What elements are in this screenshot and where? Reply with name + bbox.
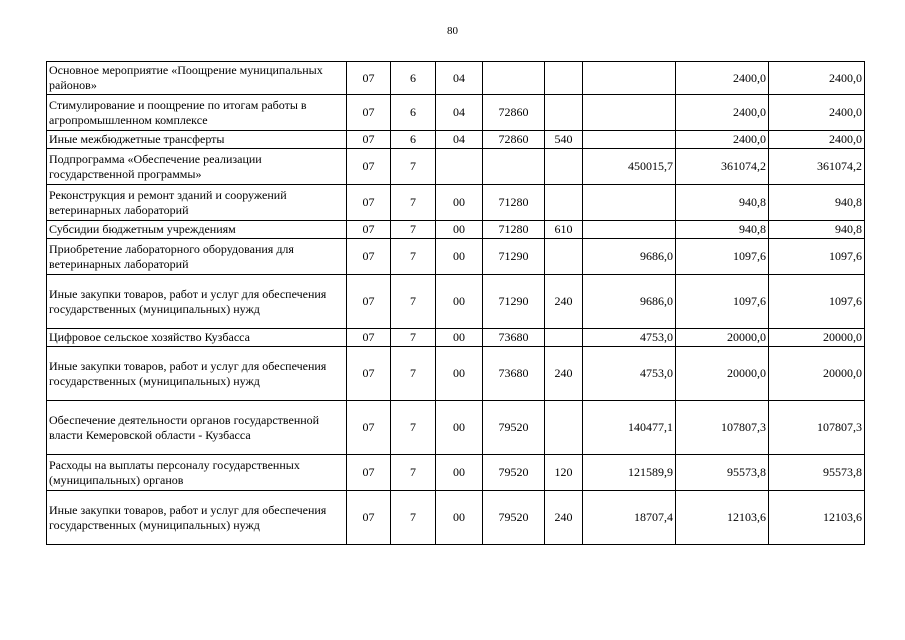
amount-1: 9686,0 xyxy=(583,239,676,275)
code-expense-type: 610 xyxy=(545,221,583,239)
table-row xyxy=(47,491,865,545)
code-section: 07 xyxy=(347,401,391,455)
code-subprogram: 6 xyxy=(391,131,436,149)
table-row xyxy=(47,131,865,149)
code-section: 07 xyxy=(347,131,391,149)
code-activity: 00 xyxy=(436,221,483,239)
amount-3: 2400,0 xyxy=(769,62,865,95)
amount-3: 1097,6 xyxy=(769,239,865,275)
amount-2: 20000,0 xyxy=(676,347,769,401)
amount-1: 4753,0 xyxy=(583,329,676,347)
code-subprogram: 7 xyxy=(391,455,436,491)
table-row xyxy=(47,239,865,275)
amount-2: 2400,0 xyxy=(676,131,769,149)
code-direction: 73680 xyxy=(483,329,545,347)
code-expense-type xyxy=(545,239,583,275)
row-name: Стимулирование и поощрение по итогам работы в агропромышленном комплексе xyxy=(47,95,347,131)
amount-2: 107807,3 xyxy=(676,401,769,455)
code-activity: 00 xyxy=(436,275,483,329)
code-expense-type: 240 xyxy=(545,491,583,545)
budget-table xyxy=(46,61,865,545)
amount-1: 9686,0 xyxy=(583,275,676,329)
code-direction: 72860 xyxy=(483,131,545,149)
row-name: Иные закупки товаров, работ и услуг для обеспечения государственных (муниципальных) нужд xyxy=(47,275,347,329)
code-section: 07 xyxy=(347,275,391,329)
code-direction xyxy=(483,149,545,185)
code-expense-type xyxy=(545,62,583,95)
code-direction: 72860 xyxy=(483,95,545,131)
code-expense-type xyxy=(545,329,583,347)
code-activity: 00 xyxy=(436,401,483,455)
amount-2: 95573,8 xyxy=(676,455,769,491)
amount-3: 12103,6 xyxy=(769,491,865,545)
code-expense-type xyxy=(545,401,583,455)
code-expense-type: 240 xyxy=(545,275,583,329)
code-subprogram: 7 xyxy=(391,221,436,239)
amount-1: 121589,9 xyxy=(583,455,676,491)
amount-3: 2400,0 xyxy=(769,95,865,131)
code-direction: 71290 xyxy=(483,239,545,275)
table-row xyxy=(47,275,865,329)
code-subprogram: 6 xyxy=(391,95,436,131)
row-name: Иные закупки товаров, работ и услуг для обеспечения государственных (муниципальных) нужд xyxy=(47,347,347,401)
amount-1: 18707,4 xyxy=(583,491,676,545)
amount-1 xyxy=(583,131,676,149)
code-direction: 73680 xyxy=(483,347,545,401)
code-direction: 71280 xyxy=(483,185,545,221)
amount-2: 940,8 xyxy=(676,221,769,239)
amount-1 xyxy=(583,185,676,221)
code-section: 07 xyxy=(347,62,391,95)
code-subprogram: 7 xyxy=(391,239,436,275)
code-expense-type: 120 xyxy=(545,455,583,491)
code-activity: 00 xyxy=(436,239,483,275)
amount-3: 940,8 xyxy=(769,221,865,239)
amount-1: 450015,7 xyxy=(583,149,676,185)
amount-2: 1097,6 xyxy=(676,275,769,329)
amount-3: 940,8 xyxy=(769,185,865,221)
row-name: Расходы на выплаты персоналу государственных (муниципальных) органов xyxy=(47,455,347,491)
code-activity: 00 xyxy=(436,347,483,401)
amount-1 xyxy=(583,95,676,131)
row-name: Иные закупки товаров, работ и услуг для обеспечения государственных (муниципальных) нужд xyxy=(47,491,347,545)
code-activity: 00 xyxy=(436,455,483,491)
amount-2: 1097,6 xyxy=(676,239,769,275)
row-name: Субсидии бюджетным учреждениям xyxy=(47,221,347,239)
table-row xyxy=(47,347,865,401)
code-subprogram: 7 xyxy=(391,185,436,221)
code-subprogram: 7 xyxy=(391,491,436,545)
code-section: 07 xyxy=(347,185,391,221)
code-expense-type xyxy=(545,149,583,185)
row-name: Обеспечение деятельности органов государственной власти Кемеровской области - Кузбасса xyxy=(47,401,347,455)
code-activity: 04 xyxy=(436,62,483,95)
row-name: Основное мероприятие «Поощрение муниципальных районов» xyxy=(47,62,347,95)
table-row xyxy=(47,329,865,347)
amount-3: 107807,3 xyxy=(769,401,865,455)
code-activity: 00 xyxy=(436,491,483,545)
code-activity: 00 xyxy=(436,185,483,221)
row-name: Реконструкция и ремонт зданий и сооружений ветеринарных лабораторий xyxy=(47,185,347,221)
amount-3: 95573,8 xyxy=(769,455,865,491)
amount-1: 4753,0 xyxy=(583,347,676,401)
amount-2: 20000,0 xyxy=(676,329,769,347)
amount-2: 940,8 xyxy=(676,185,769,221)
amount-3: 361074,2 xyxy=(769,149,865,185)
row-name: Иные межбюджетные трансферты xyxy=(47,131,347,149)
code-subprogram: 7 xyxy=(391,329,436,347)
code-direction: 79520 xyxy=(483,455,545,491)
amount-3: 20000,0 xyxy=(769,347,865,401)
code-activity: 04 xyxy=(436,95,483,131)
code-activity: 00 xyxy=(436,329,483,347)
row-name: Подпрограмма «Обеспечение реализации государственной программы» xyxy=(47,149,347,185)
code-direction: 79520 xyxy=(483,401,545,455)
code-section: 07 xyxy=(347,491,391,545)
table-row xyxy=(47,221,865,239)
code-section: 07 xyxy=(347,239,391,275)
code-expense-type: 540 xyxy=(545,131,583,149)
table-row xyxy=(47,95,865,131)
code-activity: 04 xyxy=(436,131,483,149)
amount-1 xyxy=(583,62,676,95)
amount-2: 2400,0 xyxy=(676,95,769,131)
amount-3: 2400,0 xyxy=(769,131,865,149)
code-section: 07 xyxy=(347,221,391,239)
amount-1: 140477,1 xyxy=(583,401,676,455)
code-section: 07 xyxy=(347,347,391,401)
code-direction xyxy=(483,62,545,95)
table-row xyxy=(47,401,865,455)
code-subprogram: 7 xyxy=(391,347,436,401)
code-section: 07 xyxy=(347,329,391,347)
table-row xyxy=(47,455,865,491)
code-subprogram: 7 xyxy=(391,275,436,329)
code-expense-type: 240 xyxy=(545,347,583,401)
code-subprogram: 6 xyxy=(391,62,436,95)
code-direction: 71290 xyxy=(483,275,545,329)
code-subprogram: 7 xyxy=(391,401,436,455)
code-activity xyxy=(436,149,483,185)
table-row xyxy=(47,149,865,185)
amount-2: 361074,2 xyxy=(676,149,769,185)
amount-3: 20000,0 xyxy=(769,329,865,347)
amount-3: 1097,6 xyxy=(769,275,865,329)
code-direction: 71280 xyxy=(483,221,545,239)
code-expense-type xyxy=(545,95,583,131)
page-number: 80 xyxy=(447,25,458,37)
code-subprogram: 7 xyxy=(391,149,436,185)
table-row xyxy=(47,62,865,95)
code-direction: 79520 xyxy=(483,491,545,545)
code-section: 07 xyxy=(347,95,391,131)
table-row xyxy=(47,185,865,221)
row-name: Приобретение лабораторного оборудования для ветеринарных лабораторий xyxy=(47,239,347,275)
amount-2: 12103,6 xyxy=(676,491,769,545)
code-section: 07 xyxy=(347,149,391,185)
code-section: 07 xyxy=(347,455,391,491)
row-name: Цифровое сельское хозяйство Кузбасса xyxy=(47,329,347,347)
amount-2: 2400,0 xyxy=(676,62,769,95)
code-expense-type xyxy=(545,185,583,221)
amount-1 xyxy=(583,221,676,239)
